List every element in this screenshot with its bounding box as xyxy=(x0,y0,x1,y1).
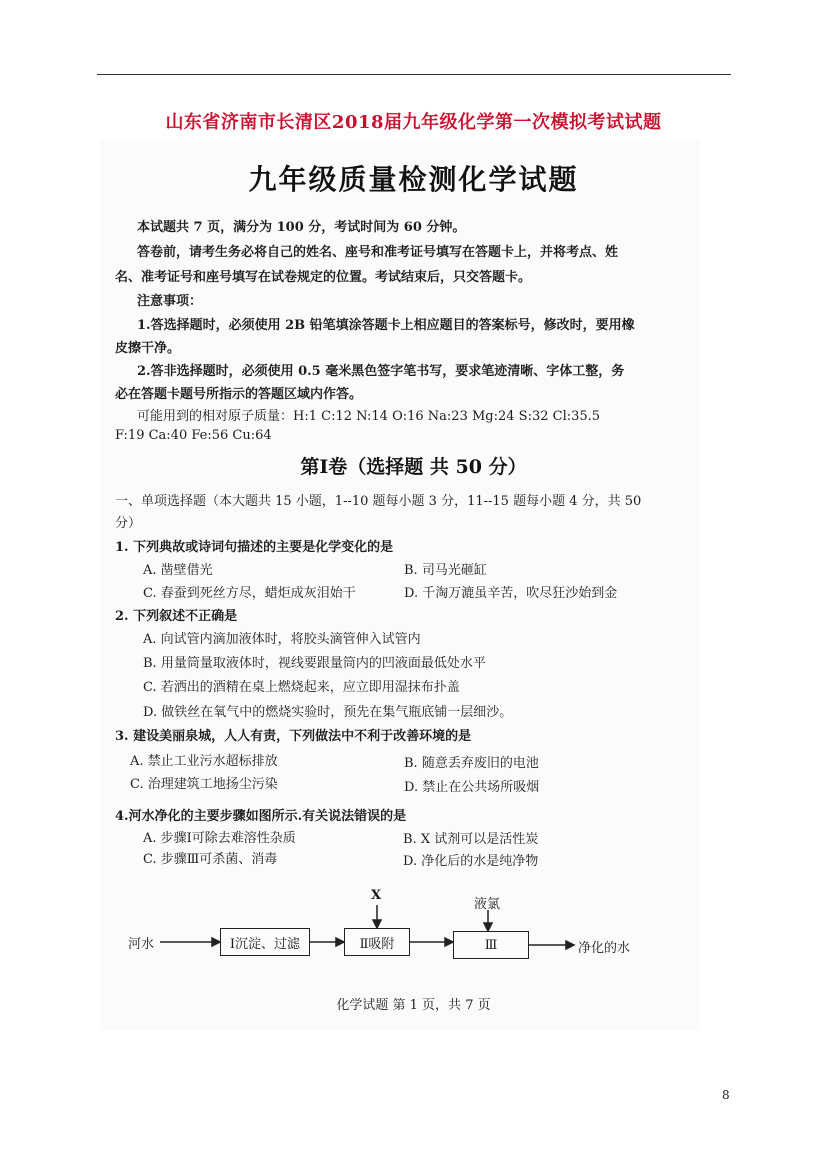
reagent-chlorine-label: 液氯 xyxy=(474,897,501,912)
instruction-line: 本试题共 7 页，满分为 100 分，考试时间为 60 分钟。 xyxy=(137,220,466,235)
step-1-box: Ⅰ沉淀、过滤 xyxy=(220,928,310,956)
output-label: 净化的水 xyxy=(578,941,631,956)
section-title: 第Ⅰ卷（选择题 共 50 分） xyxy=(300,456,527,478)
option-d: D. 净化后的水是纯净物 xyxy=(403,854,539,869)
red-title: 山东省济南市长清区2018届九年级化学第一次模拟考试试题 xyxy=(165,112,662,133)
option-b: B. 司马光砸缸 xyxy=(404,563,487,578)
option-b: B. 用量筒量取液体时，视线要跟量筒内的凹液面最低处水平 xyxy=(143,656,486,671)
page-number: 8 xyxy=(722,1088,730,1102)
instruction-line: 1.答选择题时，必须使用 2B 铅笔填涂答题卡上相应题目的答案标号，修改时，要用橡 xyxy=(137,318,635,333)
question-stem: 2. 下列叙述不正确是 xyxy=(115,609,238,624)
option-a: A. 禁止工业污水超标排放 xyxy=(130,754,278,769)
instruction-line: 注意事项： xyxy=(137,294,203,309)
section-intro: 一、单项选择题（本大题共 15 小题，1--10 题每小题 3 分，11--15 题每小题 4 分，共 50 xyxy=(115,494,642,509)
instruction-line: 必在答题卡题号所指示的答题区域内作答。 xyxy=(115,387,363,402)
option-b: B. 随意丢弃废旧的电池 xyxy=(404,756,539,771)
option-a: A. 凿壁借光 xyxy=(143,563,213,578)
option-c: C. 若洒出的酒精在桌上燃烧起来，应立即用湿抹布扑盖 xyxy=(143,680,460,695)
flow-arrowhead xyxy=(212,938,220,946)
option-c: C. 春蚕到死丝方尽，蜡炬成灰泪始干 xyxy=(143,586,356,601)
instruction-line: 皮擦干净。 xyxy=(115,341,181,356)
flow-arrowhead xyxy=(336,938,344,946)
option-d: D. 做铁丝在氧气中的燃烧实验时，预先在集气瓶底铺一层细沙。 xyxy=(143,705,513,720)
atomic-mass-line: F:19 Ca:40 Fe:56 Cu:64 xyxy=(115,428,272,443)
instruction-line: 名、准考证号和座号填写在试卷规定的位置。考试结束后，只交答题卡。 xyxy=(115,270,532,285)
question-stem: 1. 下列典故或诗词句描述的主要是化学变化的是 xyxy=(115,540,394,555)
exam-title: 九年级质量检测化学试题 xyxy=(248,163,579,196)
step-3-box: Ⅲ xyxy=(453,931,529,959)
reagent-arrowhead xyxy=(373,920,381,928)
option-d: D. 千淘万漉虽辛苦，吹尽狂沙始到金 xyxy=(404,586,618,601)
flow-arrowhead xyxy=(445,938,453,946)
section-intro: 分） xyxy=(115,516,142,531)
scan-page-footer: 化学试题 第 1 页，共 7 页 xyxy=(336,998,491,1013)
option-a: A. 步骤Ⅰ可除去难溶性杂质 xyxy=(143,831,296,846)
flow-arrowhead xyxy=(566,941,574,949)
instruction-line: 答卷前，请考生务必将自己的姓名、座号和准考证号填写在答题卡上，并将考点、姓 xyxy=(137,245,619,260)
option-c: C. 治理建筑工地扬尘污染 xyxy=(130,777,278,792)
option-b: B. X 试剂可以是活性炭 xyxy=(403,832,539,847)
option-c: C. 步骤Ⅲ可杀菌、消毒 xyxy=(143,852,278,867)
reagent-x-label: X xyxy=(371,888,382,903)
instruction-line: 2.答非选择题时，必须使用 0.5 毫米黑色签字笔书写，要求笔迹清晰、字体工整，务 xyxy=(137,364,625,379)
option-a: A. 向试管内滴加液体时，将胶头滴管伸入试管内 xyxy=(143,632,421,647)
input-label: 河水 xyxy=(128,937,155,952)
question-stem: 3. 建设美丽泉城，人人有责，下列做法中不利于改善环境的是 xyxy=(115,729,472,744)
reagent-arrowhead xyxy=(484,923,492,931)
atomic-mass-line: 可能用到的相对原子质量：H:1 C:12 N:14 O:16 Na:23 Mg:24 S:32 Cl:35.5 xyxy=(137,409,601,424)
option-d: D. 禁止在公共场所吸烟 xyxy=(404,780,540,795)
question-stem: 4.河水净化的主要步骤如图所示.有关说法错误的是 xyxy=(115,809,407,824)
step-2-box: Ⅱ吸附 xyxy=(344,928,410,956)
